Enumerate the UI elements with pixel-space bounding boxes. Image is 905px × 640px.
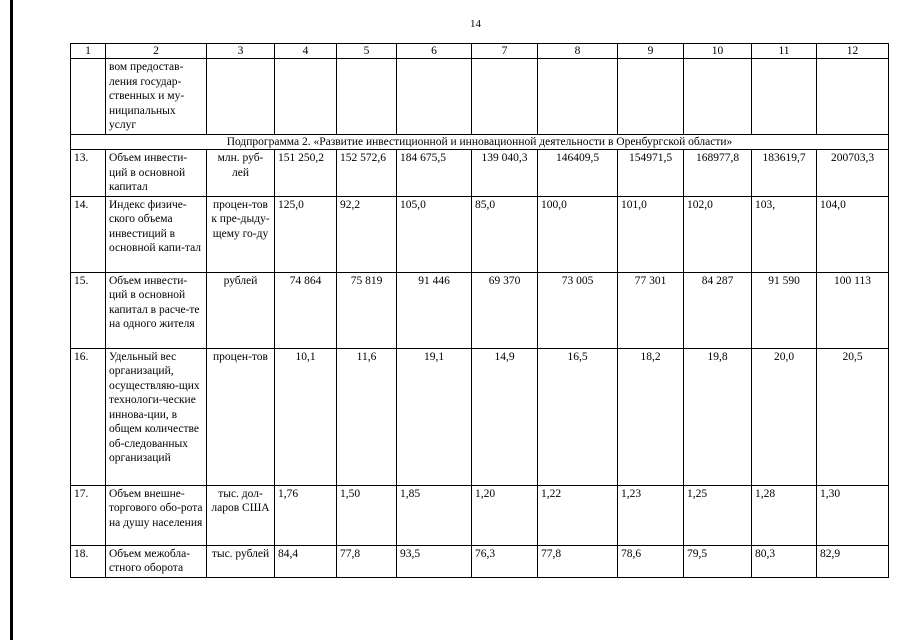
column-number: 6 [397,44,472,59]
column-number: 11 [752,44,817,59]
value-cell: 100 113 [817,272,889,348]
value-cell: 1,30 [817,485,889,545]
row-number: 14. [71,196,106,272]
column-number: 8 [538,44,618,59]
value-cell: 93,5 [397,545,472,577]
value-cell: 103, [752,196,817,272]
value-cell: 74 864 [275,272,337,348]
indicator-name: Удельный вес организаций, осуществляю-щих технологи-ческие иннова-ции, в общем количестве об-следованных организаций [106,348,207,485]
continuation-text: вом предостав-ления государ-ственных и му-ниципальных услуг [106,59,207,135]
value-cell: 184 675,5 [397,150,472,197]
value-cell: 16,5 [538,348,618,485]
value-cell: 80,3 [752,545,817,577]
value-cell: 168977,8 [684,150,752,197]
value-cell: 76,3 [472,545,538,577]
value-cell: 139 040,3 [472,150,538,197]
unit: процен-тов к пре-дыду-щему го-ду [207,196,275,272]
table-row [71,272,889,348]
value-cell: 1,76 [275,485,337,545]
value-cell: 20,5 [817,348,889,485]
table-row [71,150,889,197]
table-row [71,545,889,577]
column-number: 9 [618,44,684,59]
column-number: 10 [684,44,752,59]
table-row [71,348,889,485]
value-cell: 1,25 [684,485,752,545]
value-cell: 78,6 [618,545,684,577]
column-number-row [71,44,889,59]
value-cell: 183619,7 [752,150,817,197]
value-cell: 146409,5 [538,150,618,197]
column-number: 4 [275,44,337,59]
value-cell: 69 370 [472,272,538,348]
row-number: 18. [71,545,106,577]
column-number: 7 [472,44,538,59]
row-number: 17. [71,485,106,545]
value-cell: 125,0 [275,196,337,272]
value-cell: 19,8 [684,348,752,485]
subprogram-title: Подпрограмма 2. «Развитие инвестиционной и инновационной деятельности в Оренбургской области» [71,135,889,150]
value-cell: 20,0 [752,348,817,485]
value-cell: 101,0 [618,196,684,272]
value-cell: 73 005 [538,272,618,348]
value-cell: 154971,5 [618,150,684,197]
value-cell: 1,50 [337,485,397,545]
indicator-name: Объем инвести-ций в основной капитал в расче-те на одного жителя [106,272,207,348]
unit: рублей [207,272,275,348]
value-cell: 75 819 [337,272,397,348]
value-cell: 1,28 [752,485,817,545]
value-cell: 79,5 [684,545,752,577]
table-row [71,196,889,272]
value-cell: 102,0 [684,196,752,272]
value-cell: 84,4 [275,545,337,577]
value-cell: 200703,3 [817,150,889,197]
value-cell: 77 301 [618,272,684,348]
unit: тыс. дол-ларов США [207,485,275,545]
value-cell: 100,0 [538,196,618,272]
value-cell: 151 250,2 [275,150,337,197]
value-cell: 152 572,6 [337,150,397,197]
value-cell: 1,20 [472,485,538,545]
column-number: 3 [207,44,275,59]
value-cell: 104,0 [817,196,889,272]
value-cell: 77,8 [337,545,397,577]
page-edge-bar [10,0,13,640]
indicator-name: Объем внешне-торгового обо-рота на душу населения [106,485,207,545]
value-cell: 91 590 [752,272,817,348]
unit: млн. руб-лей [207,150,275,197]
subprogram-row [71,135,889,150]
column-number: 1 [71,44,106,59]
unit: процен-тов [207,348,275,485]
indicator-name: Объем межобла-стного оборота [106,545,207,577]
column-number: 2 [106,44,207,59]
value-cell: 84 287 [684,272,752,348]
row-number: 13. [71,150,106,197]
value-cell: 18,2 [618,348,684,485]
value-cell: 14,9 [472,348,538,485]
row-number: 16. [71,348,106,485]
value-cell: 19,1 [397,348,472,485]
value-cell: 77,8 [538,545,618,577]
table-row [71,485,889,545]
value-cell: 11,6 [337,348,397,485]
value-cell: 10,1 [275,348,337,485]
indicator-name: Индекс физиче-ского объема инвестиций в основной капи-тал [106,196,207,272]
value-cell: 105,0 [397,196,472,272]
value-cell: 91 446 [397,272,472,348]
value-cell: 85,0 [472,196,538,272]
continuation-row [71,59,889,135]
page-number: 14 [470,18,481,30]
column-number: 12 [817,44,889,59]
value-cell: 1,85 [397,485,472,545]
indicator-name: Объем инвести-ций в основной капитал [106,150,207,197]
value-cell: 1,23 [618,485,684,545]
value-cell: 82,9 [817,545,889,577]
column-number: 5 [337,44,397,59]
row-number: 15. [71,272,106,348]
value-cell: 1,22 [538,485,618,545]
indicators-table [70,43,889,578]
unit: тыс. рублей [207,545,275,577]
value-cell: 92,2 [337,196,397,272]
